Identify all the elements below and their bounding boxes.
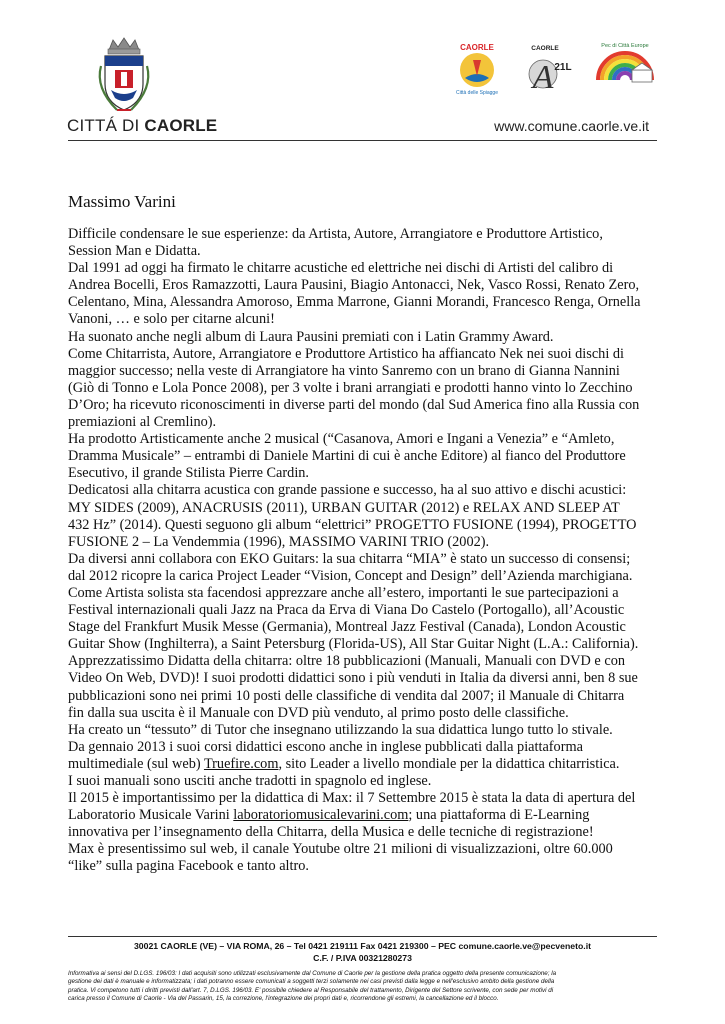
body-line xyxy=(68,243,658,260)
body-line xyxy=(68,311,658,328)
inline-link[interactable]: Truefire.com xyxy=(203,755,279,772)
body-text: Stage del Frankfurt Musik Messe (Germania), Montreal Jazz Festival (Canada), London Acoustic xyxy=(68,619,626,636)
body-text: Session Man e Didatta. xyxy=(68,243,201,260)
body-text: Celentano, Mina, Alessandra Amoroso, Emma Marrone, Gianni Morandi, Francesco Renga, Ornella xyxy=(68,294,641,311)
body-text: FUSIONE 2 – La Vendemmia (1996), MASSIMO VARINI TRIO (2002). xyxy=(68,533,490,550)
document-title: Massimo Varini xyxy=(68,192,176,211)
body-text: “like” sulla pagina Facebook e tanto altro. xyxy=(68,858,309,875)
body-line xyxy=(68,705,658,722)
body-line xyxy=(68,858,658,875)
body-text: pubblicazioni sono nei primi 10 posti delle classifiche di vendita dal 2007; il Manuale di Chitarra xyxy=(68,687,625,704)
privacy-notice-line: Informativa ai sensi del D.LGS. 196/03: I dati acquisiti sono utilizzati esclusivamente dal Comune di Caorle per la gestione della pratica oggetto della presente comunicazione; la xyxy=(68,970,557,977)
agenda-21-logo xyxy=(523,40,579,96)
header-divider xyxy=(68,140,657,141)
body-text: Come Chitarrista, Autore, Arrangiatore e Produttore Artistico ha affiancato Nek nei suoi dischi di xyxy=(68,345,624,362)
body-text: Vanoni, … e solo per citarne alcuni! xyxy=(68,311,275,328)
body-text: 432 Hz” (2014). Questi seguono gli album “elettrici” PROGETTO FUSIONE (1994), PROGETTO xyxy=(68,516,637,533)
body-text: Max è presentissimo sul web, il canale Youtube oltre 21 milioni di visualizzazioni, oltre 60.000 xyxy=(68,841,613,858)
inline-link[interactable]: laboratoriomusicalevarini.com xyxy=(233,807,409,824)
footer-tax-ids: C.F. / P.IVA 00321280273 xyxy=(313,953,412,963)
body-line xyxy=(68,363,658,380)
body-text: Da diversi anni collabora con EKO Guitars: la sua chitarra “MIA” è stato un successo di consensi; xyxy=(68,550,631,567)
body-line xyxy=(68,619,658,636)
website-url: www.comune.caorle.ve.it xyxy=(494,118,649,134)
body-text: MY SIDES (2009), ANACRUSIS (2011), URBAN GUITAR (2012) e RELAX AND SLEEP AT xyxy=(68,499,620,516)
body-text: Ha suonato anche negli album di Laura Pausini premiati con i Latin Grammy Award. xyxy=(68,328,554,345)
body-text: innovativa per l’insegnamento della Chitarra, della Musica e delle tecniche di registrazione! xyxy=(68,824,594,841)
body-line xyxy=(68,585,658,602)
caorle-logo-subtext: Città delle Spiagge xyxy=(456,90,498,96)
body-text: Laboratorio Musicale Varini xyxy=(68,807,234,824)
body-line xyxy=(68,329,658,346)
body-line xyxy=(68,448,658,465)
body-line xyxy=(68,346,658,363)
body-line xyxy=(68,688,658,705)
body-text: Come Artista solista sta facendosi apprezzare anche all’estero, importanti le sue partecipazioni a xyxy=(68,584,619,601)
body-line xyxy=(68,414,658,431)
body-text: ; una piattaforma di E-Learning xyxy=(408,807,590,824)
footer-contacts xyxy=(0,940,725,964)
body-text: Ha prodotto Artisticamente anche 2 musical (“Casanova, Amori e Ingani a Venezia” e “Amleto, xyxy=(68,431,615,448)
body-line xyxy=(68,841,658,858)
body-text: D’Oro; ha ricevuto riconoscimenti in diverse parti del mondo (dal Sud America fino alla Russia con xyxy=(68,396,640,413)
caorle-beaches-logo xyxy=(447,40,507,96)
pec-rainbow-logo xyxy=(592,40,658,92)
body-line xyxy=(68,653,658,670)
privacy-notice-line: pratica. Vi competono tutti i diritti previsti dall'art. 7, D.LGS. 196/03. E' possibile chiedere al Responsabile del trattamento, Dirigente del Settore scrivente, con sede per motivi di xyxy=(68,986,554,994)
caorle-logo-text: CAORLE xyxy=(460,43,494,52)
body-text: premiazioni al Cremlino). xyxy=(68,414,217,431)
body-line xyxy=(68,722,658,739)
body-line xyxy=(68,602,658,619)
a21-logo-mark: A xyxy=(532,59,554,96)
body-text: Apprezzatissimo Didatta della chitarra: oltre 18 pubblicazioni (Manuali, Manuali con DVD e con xyxy=(68,653,625,670)
body-text: fin dalla sua uscita è il Manuale con DVD più venduto, al primo posto delle classifiche. xyxy=(68,704,569,721)
city-name-heading xyxy=(67,116,217,136)
body-line xyxy=(68,534,658,551)
body-line xyxy=(68,500,658,517)
footer-address: 30021 CAORLE (VE) – VIA ROMA, 26 – Tel 0421 219111 Fax 0421 219300 – PEC comune.caorle.ve@pecveneto.it xyxy=(133,941,592,951)
body-text: (Giò di Tonno e Lola Ponce 2008), per 3 volte i brani arrangiati e prodotti hanno vinto lo Zecchino xyxy=(68,379,633,396)
city-crest-emblem xyxy=(93,36,155,116)
body-line xyxy=(68,380,658,397)
footer-divider xyxy=(68,936,657,937)
body-text: Difficile condensare le sue esperienze: da Artista, Autore, Arrangiatore e Produttore Artistico, xyxy=(68,226,603,242)
body-text: Guitar Show (Inghilterra), a Saint Petersburg (Florida-US), All Star Guitar Night (L.A.: California). xyxy=(68,636,639,653)
a21-logo-suffix: 21L xyxy=(554,62,572,73)
body-text: maggior successo; nella veste di Arrangiatore ha vinto Sanremo con un brano di Gianna Nannini xyxy=(68,362,620,379)
body-text: dal 2012 ricopre la carica Project Leader “Vision, Concept and Design” dell’Azienda marchigiana. xyxy=(68,567,633,584)
body-text: multimediale (sul web) xyxy=(68,755,204,772)
body-text: Dedicatosi alla chitarra acustica con grande passione e successo, ha al suo attivo e dischi acustici: xyxy=(68,482,627,499)
body-line xyxy=(68,482,658,499)
body-line xyxy=(68,756,658,773)
privacy-notice-line: gestione dei dati è manuale e informatizzata; i dati potranno essere comunicati a soggetti terzi solamente nei casi previsti dalla legge e nell'esclusivo ambito della gestione della xyxy=(68,978,555,986)
body-line xyxy=(68,739,658,756)
city-prefix: CITTÁ DI xyxy=(67,116,145,135)
body-text: Il 2015 è importantissimo per la didattica di Max: il 7 Settembre 2015 è stata la data di apertura del xyxy=(68,790,636,807)
body-line xyxy=(68,465,658,482)
body-text: Dal 1991 ad oggi ha firmato le chitarre acustiche ed elettriche nei dischi di Artisti del calibro di xyxy=(68,260,614,277)
body-line xyxy=(68,824,658,841)
body-text: Andrea Bocelli, Eros Ramazzotti, Laura Pausini, Biagio Antonacci, Nek, Vasco Rossi, Renato Zero, xyxy=(68,277,640,294)
privacy-notice xyxy=(68,970,658,1004)
body-line xyxy=(68,517,658,534)
body-line xyxy=(68,277,658,294)
body-text: Ha creato un “tessuto” di Tutor che insegnano utilizzando la sua didattica lungo tutto lo stivale. xyxy=(68,721,613,738)
document-body xyxy=(68,226,658,876)
body-line xyxy=(68,431,658,448)
body-line xyxy=(68,397,658,414)
body-line xyxy=(68,568,658,585)
body-line xyxy=(68,807,658,824)
pec-logo-text: Pec di Città Europe xyxy=(601,43,649,49)
a21-logo-top: CAORLE xyxy=(531,45,559,52)
body-text: Dramma Musicale” – entrambi di Daniele Martini di cui è anche Editore) al fianco del Produttore xyxy=(68,448,626,465)
body-line xyxy=(68,294,658,311)
privacy-notice-line: carica presso il Comune di Caorle - Via del Passarin, 15, la correzione, l'integrazione dei propri dati e, ricorrendone gli estremi, la cancellazione ed il blocco. xyxy=(68,995,499,1003)
body-text: Video On Web, DVD)! I suoi prodotti didattici sono i più venduti in Italia da diversi anni, ben 8 sue xyxy=(68,670,638,687)
body-line xyxy=(68,636,658,653)
body-text: Da gennaio 2013 i suoi corsi didattici escono anche in inglese pubblicati dalla piattaforma xyxy=(68,738,583,755)
body-line xyxy=(68,226,658,243)
body-line xyxy=(68,790,658,807)
letterhead xyxy=(0,0,725,145)
body-text: Esecutivo, il grande Stilista Pierre Cardin. xyxy=(68,465,310,482)
body-line xyxy=(68,773,658,790)
body-line xyxy=(68,670,658,687)
city-name: CAORLE xyxy=(144,116,218,135)
body-text: Festival internazionali quali Jazz na Praca da Erva di Viana Do Castelo (Portogallo), all’Acoustic xyxy=(68,602,625,619)
body-text: , sito Leader a livello mondiale per la didattica chitarristica. xyxy=(278,755,620,772)
body-text: I suoi manuali sono usciti anche tradotti in spagnolo ed inglese. xyxy=(68,773,432,789)
body-line xyxy=(68,260,658,277)
body-line xyxy=(68,551,658,568)
